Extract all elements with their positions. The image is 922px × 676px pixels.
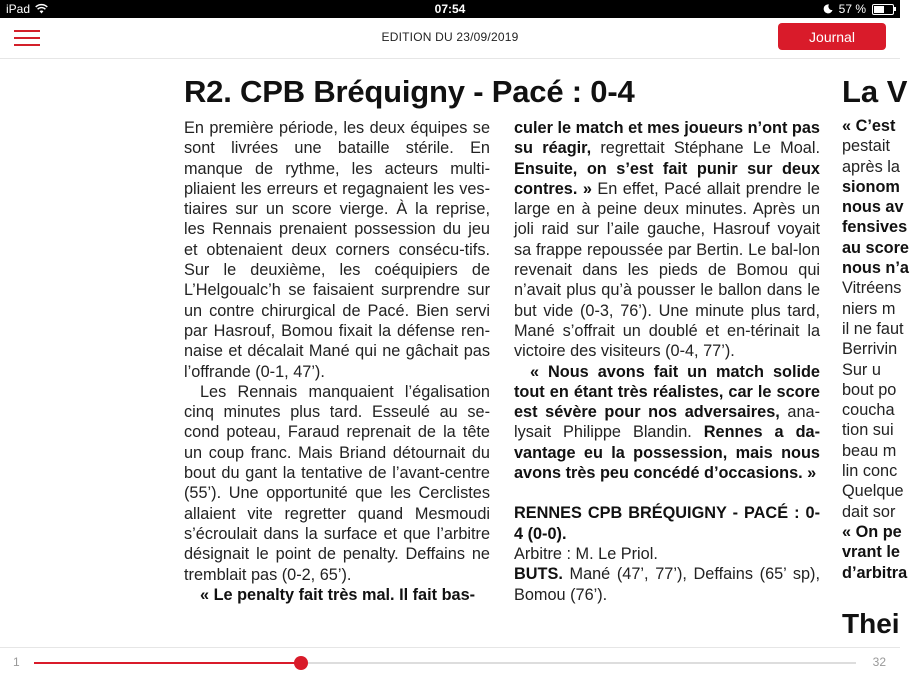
battery-level [874,6,884,13]
result-title [514,503,820,544]
text-fragment: tion sui [842,421,894,440]
text-fragment: Quelque [842,482,904,501]
body-text: ana-lysait Philippe Blandin. [514,403,820,442]
battery-icon [872,4,894,15]
article-headline: R2. CPB Bréquigny - Pacé : 0-4 [184,74,635,109]
goals-text: Mané (47’, 77’), Deffains (65’ sp), Bomou (76’). [514,565,820,604]
paragraph [514,362,820,484]
referee-line: Arbitre : M. Le Priol. [514,544,658,563]
paragraph [514,118,820,362]
status-bar [0,0,900,18]
body-text: regrettait Stéphane Le Moal. [591,139,820,158]
text-fragment: d’arbitra [842,563,908,582]
article-column-3-partial [842,74,922,583]
text-fragment: fensives [842,218,908,237]
page-slider-thumb[interactable] [294,656,308,670]
text-fragment: nous av [842,198,904,217]
text-fragment: Berrivin [842,340,898,359]
article-column-2 [514,118,820,605]
article-column-1 [184,118,490,605]
next-article-headline: La V [842,74,908,109]
text-fragment: niers m [842,299,896,318]
journal-button[interactable]: Journal [778,23,886,50]
top-bar [0,18,900,59]
page-slider-fill [34,662,301,664]
following-headline: Thei [842,608,900,639]
text-fragment: vrant le [842,543,900,562]
text-fragment: beau m [842,441,897,460]
text-fragment: sionom [842,177,900,196]
text-fragment: Vitréens [842,279,902,298]
paragraph: En première période, les deux équipes se sont livrées une bataille stérile. En manque de rythme, les acteurs multi-pliaient les erreurs et regagnaient les ves-tiaires sur un score vierge. À la reprise, les Rennais prenaient possession du jeu et obtenaient deux corners consécu-tifs. Sur le deuxième, les coéquipiers de L’Helgoualc’h se faisaient surprendre sur un contre chirurgical de Pacé. Bien servi par Hasrouf, Bomou fixait la défense ren-naise et décalait Mané qui ne gâchait pas l’offrande (0-1, 47’). [184,119,490,381]
text-fragment: pestait [842,137,890,156]
device-label: iPad [6,2,31,16]
quote-text: « Le penalty fait très mal. Il fait bas- [200,585,476,604]
quote-text: Rennes a da-vantage eu la possession, mais nous avons très peu concédé d’occasions. » [514,423,820,483]
text-fragment: « C’est [842,117,896,135]
text-fragment: « On pe [842,522,902,541]
edition-date: EDITION DU 23/09/2019 [381,30,519,44]
battery-percent: 57 % [838,2,866,16]
page-slider-bar [0,647,900,676]
partial-text [842,116,922,583]
quote-text: Ensuite, on s’est fait punir sur deux contres. » [514,159,820,198]
quote-text: culer le match et mes joueurs n’ont pas su réagir, [514,119,820,158]
text-fragment: après la [842,157,900,176]
text-fragment: dait sor [842,502,896,521]
body-text: En effet, Pacé allait prendre le large en à peine deux minutes. Après un joli raid sur l’aile gauche, Hasrouf voyait sa frappe repoussée par Bertin. Le bal-lon revenait dans les pieds de Bomou qui n’avait plus qu’à pousser le ballon dans le but vide (0-3, 76’). Une minute plus tard, Mané s’offrait un doublé et en-térinait la victoire des visiteurs (0-4, 77’). [514,179,820,361]
moon-icon [823,4,833,14]
quote-text: « Nous avons fait un match solide tout en étant très réalistes, car le score est sévère pour nos adversaires, [514,362,820,422]
clock: 07:54 [434,2,466,16]
quote-paragraph [184,585,490,605]
goals-label: BUTS. [514,565,563,584]
text-fragment: bout po [842,380,897,399]
text-fragment: lin conc [842,462,898,481]
result-title-text: RENNES CPB BRÉQUIGNY - PACÉ : 0-4 (0-0). [514,504,820,543]
paragraph: Les Rennais manquaient l’égalisation cinq minutes plus tard. Esseulé au se-cond poteau, Faraud reprenait de la tête un coup franc. Mais Briand détournait du bout du gant la tentative de l’avant-centre (55’). Une opportunité que les Cerclistes allaient vite regretter quand Mesmoudi s’écroulait dans la surface et que l’arbitre désignait le point de penalty. Deffains ne tremblait pas (0-2, 65’). [184,382,490,584]
last-page-number: 32 [872,655,886,669]
text-fragment: coucha [842,401,895,420]
text-fragment: Sur u [842,360,881,379]
goals-line [514,564,820,605]
text-fragment: nous n’a [842,259,909,278]
article [184,74,824,604]
text-fragment: il ne faut [842,319,904,338]
text-fragment: au score [842,238,909,257]
first-page-number: 1 [13,655,20,669]
page-slider-track[interactable] [34,662,856,664]
status-right [823,2,894,16]
